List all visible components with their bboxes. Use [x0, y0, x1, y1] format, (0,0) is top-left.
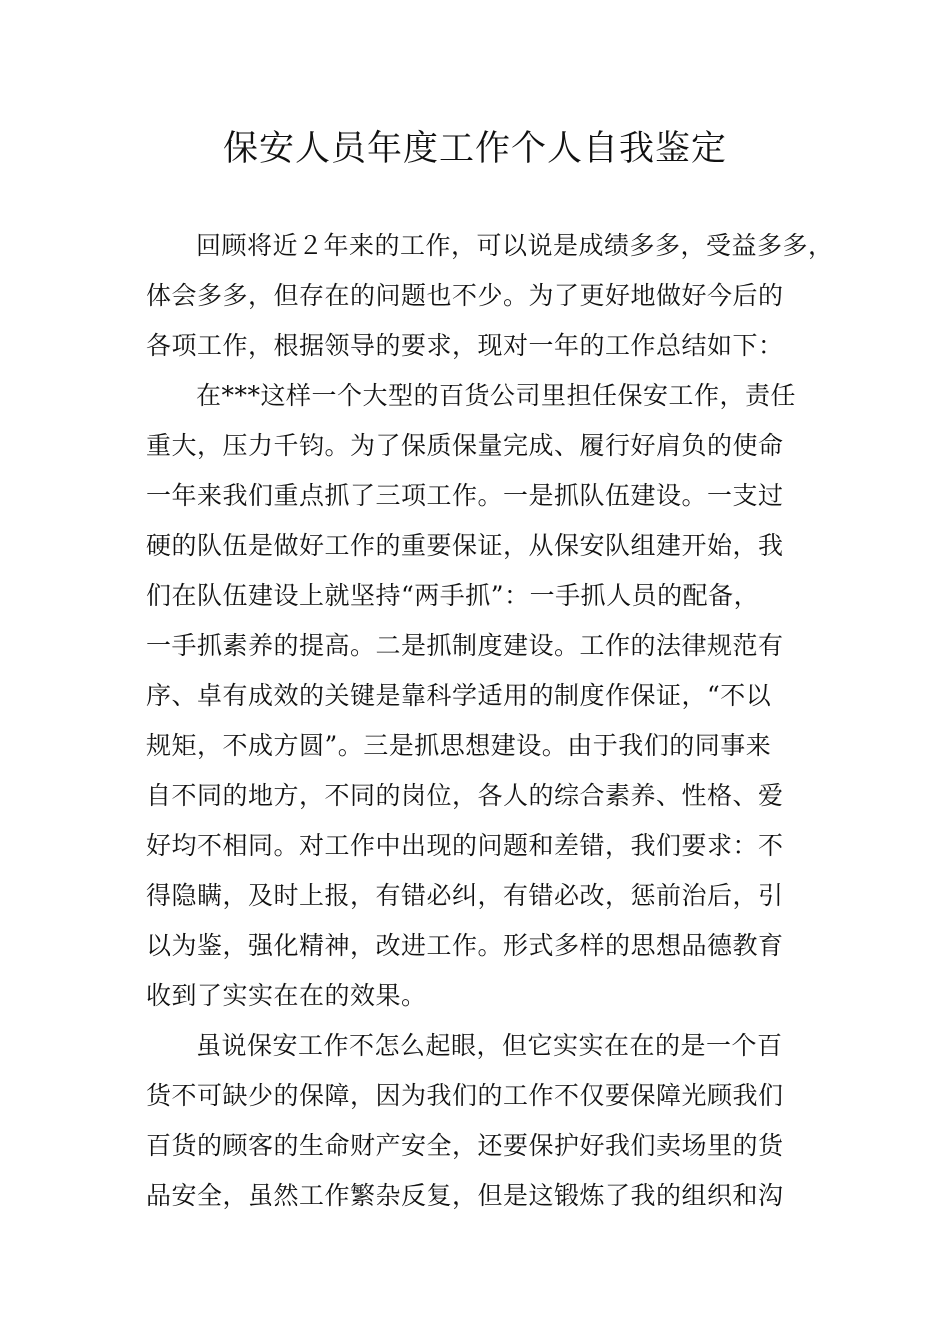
paragraph-line: 重大，压力千钧。为了保质保量完成、履行好肩负的使命	[146, 431, 784, 460]
paragraph-line: 好均不相同。对工作中出现的问题和差错，我们要求：不	[146, 831, 784, 860]
paragraph-line: 自不同的地方，不同的岗位，各人的综合素养、性格、爱	[146, 781, 784, 810]
paragraph-line: 各项工作，根据领导的要求，现对一年的工作总结如下：	[146, 331, 784, 360]
paragraph-line: 规矩，不成方圆”。三是抓思想建设。由于我们的同事来	[146, 731, 772, 760]
paragraph-line: 虽说保安工作不怎么起眼，但它实实在在的是一个百	[196, 1031, 783, 1060]
paragraph-line: 在***这样一个大型的百货公司里担任保安工作，责任	[196, 381, 797, 410]
paragraph-1	[146, 221, 836, 371]
paragraph-3	[146, 1021, 836, 1221]
paragraph-line: 一年来我们重点抓了三项工作。一是抓队伍建设。一支过	[146, 481, 784, 510]
paragraph-line: 百货的顾客的生命财产安全，还要保护好我们卖场里的货	[146, 1131, 784, 1160]
paragraph-line: 序、卓有成效的关键是靠科学适用的制度作保证，“不以	[146, 681, 772, 710]
paragraph-line: 品安全，虽然工作繁杂反复，但是这锻炼了我的组织和沟	[146, 1181, 784, 1210]
paragraph-2	[146, 371, 836, 1021]
paragraph-line: 硬的队伍是做好工作的重要保证，从保安队组建开始，我	[146, 531, 784, 560]
paragraph-line: 体会多多，但存在的问题也不少。为了更好地做好今后的	[146, 281, 784, 310]
paragraph-line: 货不可缺少的保障，因为我们的工作不仅要保障光顾我们	[146, 1081, 784, 1110]
paragraph-line: 回顾将近２年来的工作，可以说是成绩多多，受益多多，	[196, 231, 834, 260]
paragraph-line: 以为鉴，强化精神，改进工作。形式多样的思想品德教育	[146, 931, 784, 960]
paragraph-line: 收到了实实在在的效果。	[146, 981, 427, 1010]
paragraph-line: 一手抓素养的提高。二是抓制度建设。工作的法律规范有	[146, 631, 784, 660]
paragraph-line: 们在队伍建设上就坚持“两手抓”：一手抓人员的配备，	[146, 581, 760, 610]
document-title: 保安人员年度工作个人自我鉴定	[222, 129, 727, 169]
paragraph-line: 得隐瞒，及时上报，有错必纠，有错必改，惩前治后，引	[146, 881, 784, 910]
